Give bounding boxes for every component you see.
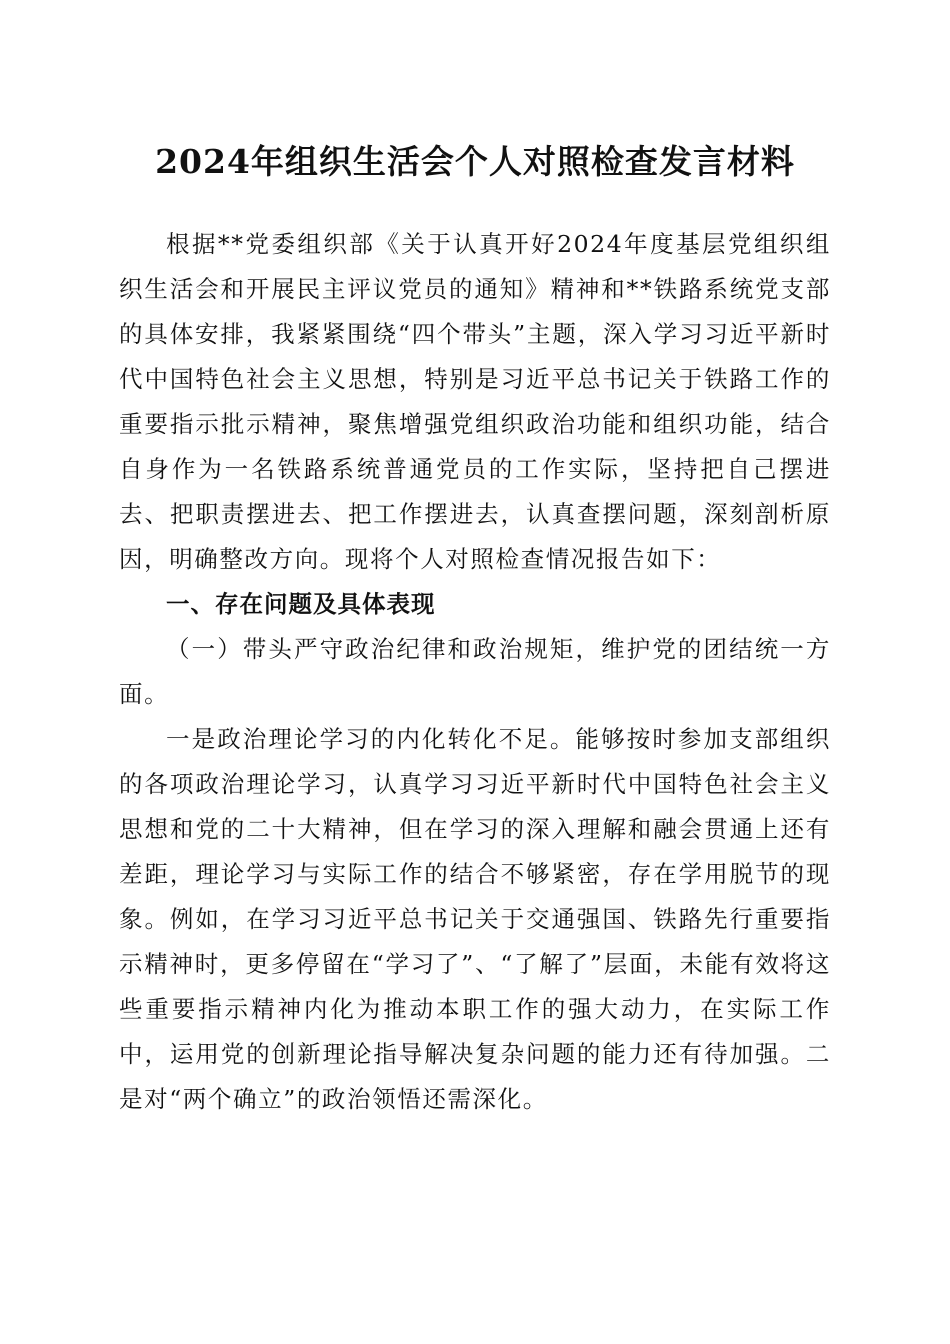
document-title: 2024年组织生活会个人对照检查发言材料 <box>155 142 795 181</box>
subsection-heading: （一）带头严守政治纪律和政治规矩，维护党的团结统一方面。 <box>119 635 831 708</box>
problem-paragraph: 一是政治理论学习的内化转化不足。能够按时参加支部组织的各项政治理论学习，认真学习习近平新时代中国特色社会主义思想和党的二十大精神，但在学习的深入理解和融会贯通上还有差距，理论学习与实际工作的结合不够紧密，存在学用脱节的现象。例如，在学习习近平总书记关于交通强国、铁路先行重要指示精神时，更多停留在“学习了”、“了解了”层面，未能有效将这些重要指示精神内化为推动本职工作的强大动力，在实际工作中，运用党的创新理论指导解决复杂问题的能力还有待加强。二是对“两个确立”的政治领悟还需深化。 <box>119 725 831 1113</box>
intro-paragraph: 根据**党委组织部《关于认真开好2024年度基层党组织组织生活会和开展民主评议党员的通知》精神和**铁路系统党支部的具体安排，我紧紧围绕“四个带头”主题，深入学习习近平新时代中国特色社会主义思想，特别是习近平总书记关于铁路工作的重要指示批示精神，聚焦增强党组织政治功能和组织功能，结合自身作为一名铁路系统普通党员的工作实际，坚持把自己摆进去、把职责摆进去、把工作摆进去，认真查摆问题，深刻剖析原因，明确整改方向。现将个人对照检查情况报告如下： <box>119 230 831 573</box>
document-body <box>119 222 831 1122</box>
section-heading: 一、存在问题及具体表现 <box>166 590 436 618</box>
